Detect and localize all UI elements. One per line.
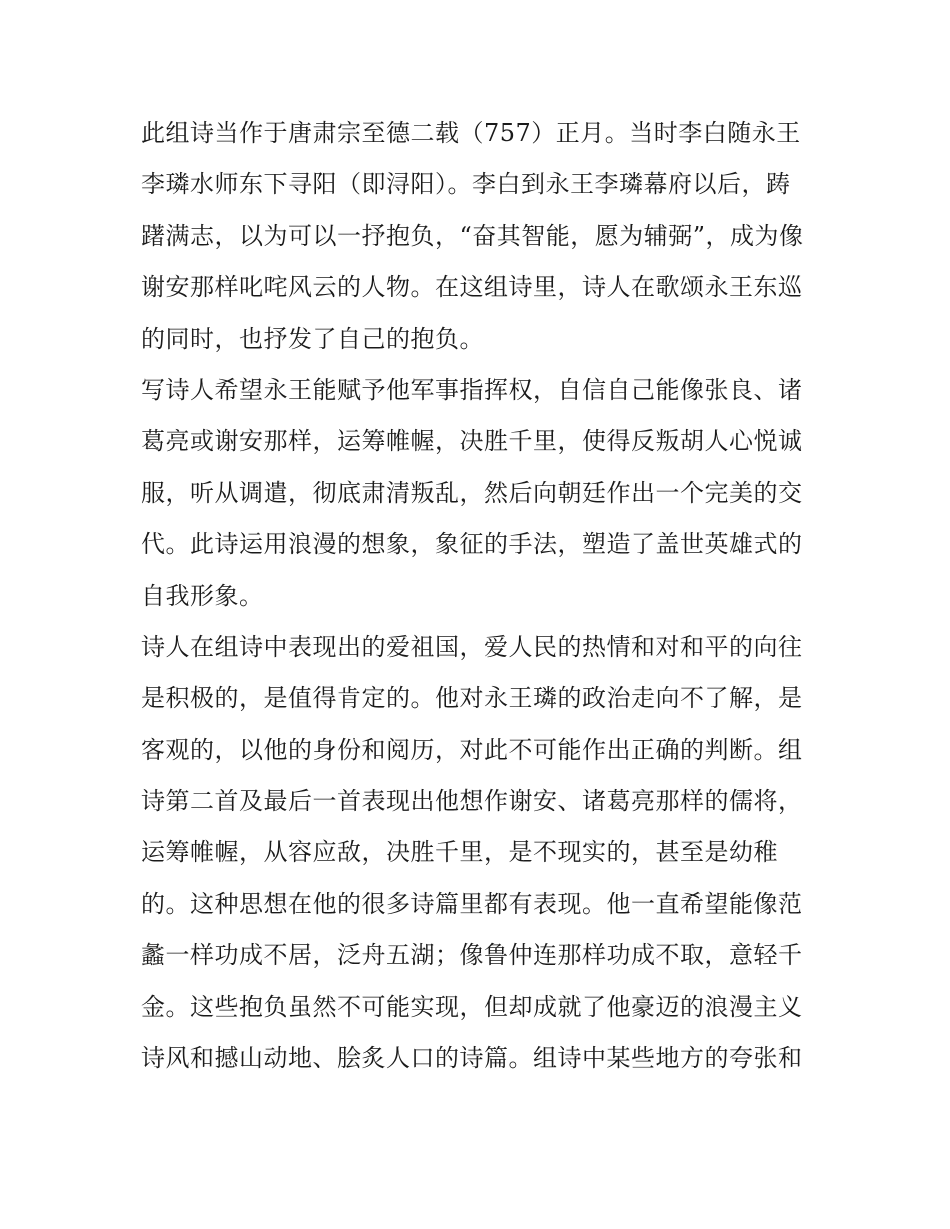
text-line: 蠡一样功成不居，泛舟五湖；像鲁仲连那样功成不取，意轻千 bbox=[141, 941, 803, 970]
text-line: 客观的，以他的身份和阅历，对此不可能作出正确的判断。组 bbox=[141, 735, 803, 764]
text-line: 此组诗当作于唐肃宗至德二载（757）正月。当时李白随永王 bbox=[141, 119, 801, 147]
text-line: 自我形象。 bbox=[141, 581, 264, 610]
text-line: 葛亮或谢安那样，运筹帷幄，决胜千里，使得反叛胡人心悦诚 bbox=[141, 427, 803, 456]
text-line: 的。这种思想在他的很多诗篇里都有表现。他一直希望能像范 bbox=[141, 889, 803, 918]
text-line: 躇满志，以为可以一抒抱负，“奋其智能，愿为辅弼”，成为像 bbox=[141, 221, 804, 250]
text-line: 服，听从调遣，彻底肃清叛乱，然后向朝廷作出一个完美的交 bbox=[141, 478, 803, 507]
body-text bbox=[141, 108, 821, 1084]
text-line: 的同时，也抒发了自己的抱负。 bbox=[141, 324, 484, 353]
text-line: 诗第二首及最后一首表现出他想作谢安、诸葛亮那样的儒将， bbox=[141, 787, 803, 816]
text-line: 运筹帷幄，从容应敌，决胜千里，是不现实的，甚至是幼稚 bbox=[141, 838, 778, 867]
text-line: 李璘水师东下寻阳（即浔阳）。李白到永王李璘幕府以后，踌 bbox=[141, 170, 791, 199]
text-line: 代。此诗运用浪漫的想象，象征的手法，塑造了盖世英雄式的 bbox=[141, 530, 803, 559]
text-line: 写诗人希望永王能赋予他军事指挥权，自信自己能像张良、诸 bbox=[141, 375, 803, 404]
text-line: 金。这些抱负虽然不可能实现，但却成就了他豪迈的浪漫主义 bbox=[141, 992, 803, 1021]
text-line: 是积极的，是值得肯定的。他对永王璘的政治走向不了解，是 bbox=[141, 684, 803, 713]
text-line: 诗人在组诗中表现出的爱祖国，爱人民的热情和对和平的向往 bbox=[141, 632, 803, 661]
text-line: 诗风和撼山动地、脍炙人口的诗篇。组诗中某些地方的夸张和 bbox=[141, 1044, 803, 1073]
text-line: 谢安那样叱咤风云的人物。在这组诗里，诗人在歌颂永王东巡 bbox=[141, 273, 803, 302]
